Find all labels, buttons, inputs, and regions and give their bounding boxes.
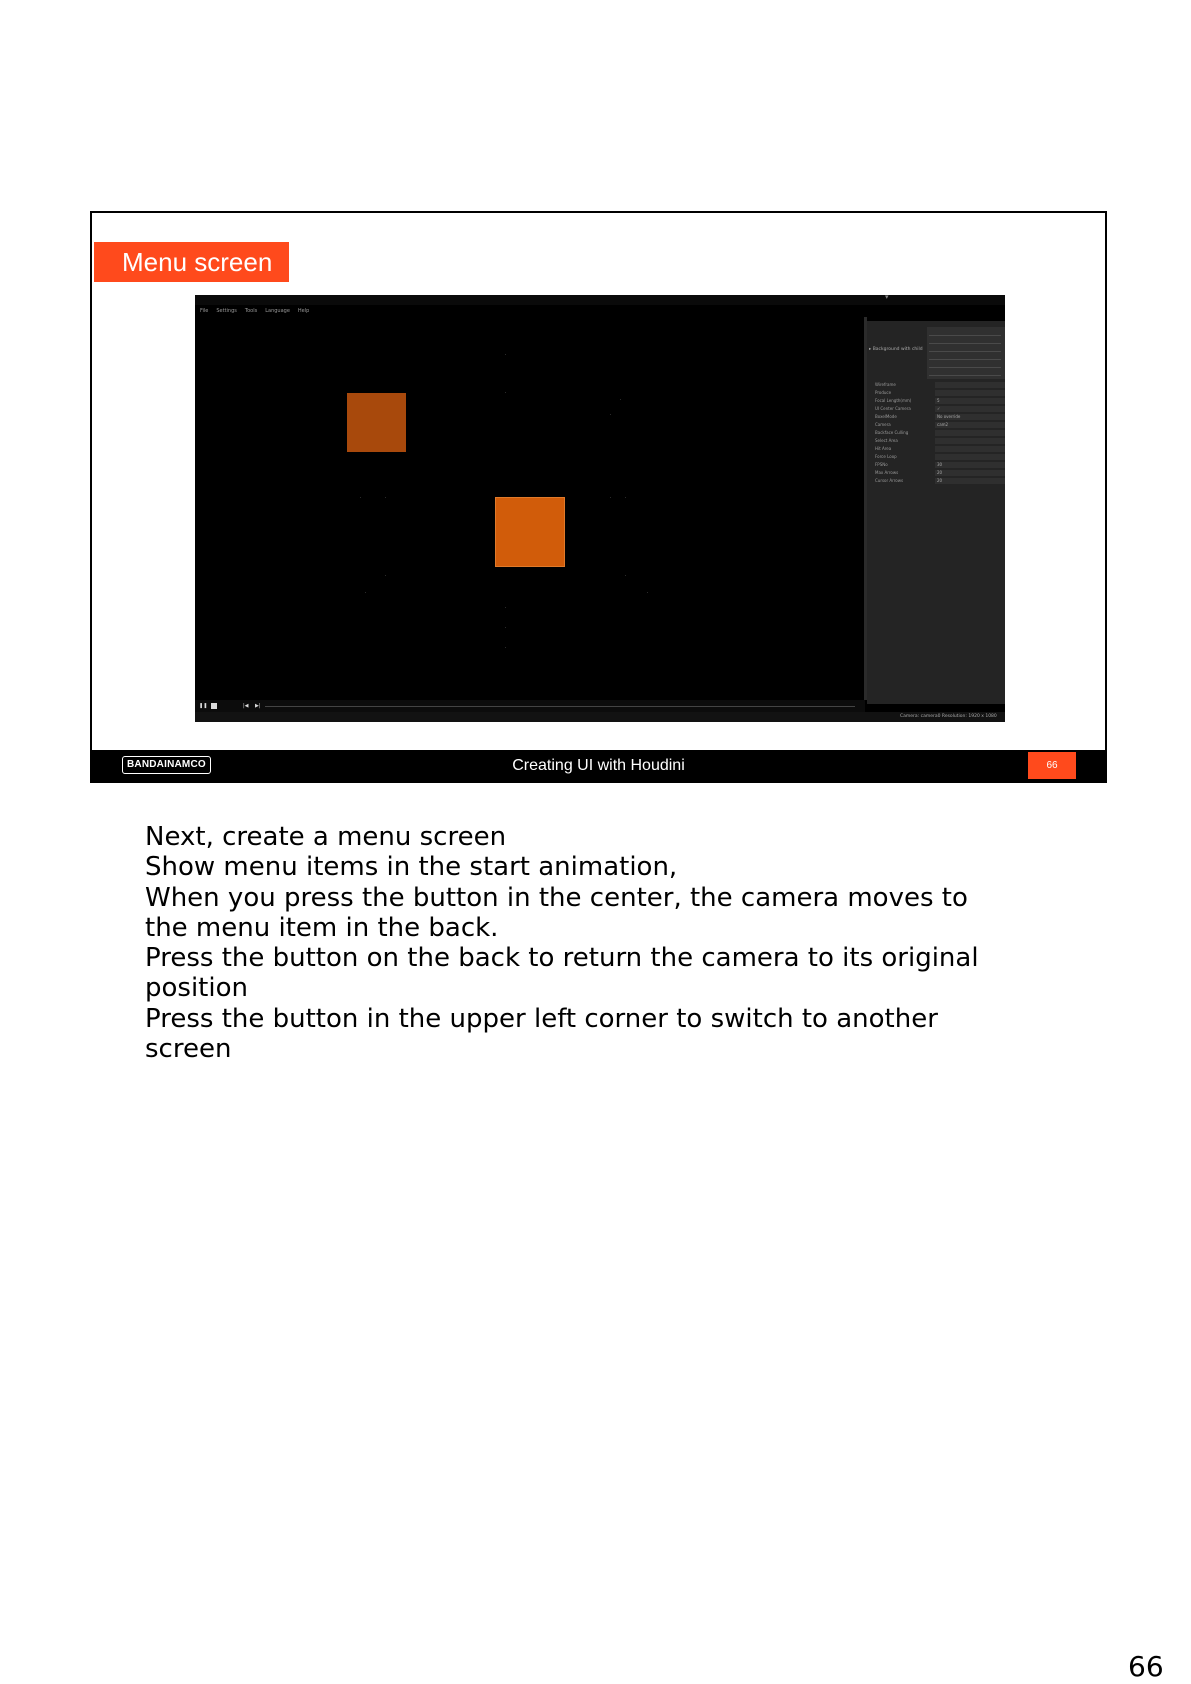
property-label: Max Arrows [875,470,899,475]
property-value[interactable]: cam2 [935,422,1005,428]
property-value[interactable] [935,454,1005,460]
menu-item-settings[interactable]: Settings [216,308,237,314]
transform-row[interactable] [929,375,1001,376]
property-row[interactable] [875,389,1005,397]
slide-title: Menu screen [94,242,289,282]
property-value[interactable] [935,382,1005,388]
transform-row[interactable] [929,351,1001,352]
notes-line: Press the button on the back to return the camera to its original [145,943,979,974]
skip-back-icon[interactable]: |◀ [243,703,249,709]
property-value[interactable] [935,438,1005,444]
footer-page-badge: 66 [1028,752,1076,779]
grid-dot [625,575,626,576]
property-row[interactable] [875,381,1005,389]
page-number: 66 [1128,1650,1164,1683]
app-statusbar [195,712,1005,722]
slide-footer [92,750,1105,781]
notes-line: Next, create a menu screen [145,822,507,852]
property-value[interactable]: No override [935,414,1005,420]
speaker-notes [145,822,1095,1064]
property-row[interactable] [875,437,1005,445]
property-label: Focal Length(mm) [875,398,912,403]
grid-dot [647,592,648,593]
transform-fields[interactable] [927,327,1005,379]
property-value[interactable]: 5 [935,398,1005,404]
grid-dot [505,354,506,355]
grid-dot [505,607,506,608]
grid-dot [365,592,366,593]
property-value[interactable]: 20 [935,470,1005,476]
timeline-track[interactable] [265,706,855,707]
grid-dot [505,647,506,648]
property-row[interactable] [875,445,1005,453]
panel-node-title[interactable]: ▸ Background with child [869,347,923,352]
property-row[interactable] [875,469,1005,477]
app-menubar [195,305,309,317]
menu-item-help[interactable]: Help [297,308,310,314]
scene-viewport[interactable] [195,317,865,700]
notes-line: position [145,973,248,1004]
property-row[interactable] [875,477,1005,485]
grid-dot [385,575,386,576]
menu-item-center-button[interactable] [495,497,565,567]
bandainamco-logo: BANDAINAMCO [122,756,211,774]
skip-forward-icon[interactable]: ▶| [255,703,261,709]
property-row[interactable] [875,405,1005,413]
menu-item-tools[interactable]: Tools [244,308,258,314]
stop-icon[interactable] [211,703,217,709]
slide-frame [90,211,1107,783]
property-row[interactable] [875,429,1005,437]
property-row[interactable] [875,397,1005,405]
property-label: Wireframe [875,382,896,387]
property-value[interactable]: 20 [935,478,1005,484]
property-value[interactable] [935,430,1005,436]
timeline-bar [195,700,865,712]
transform-row[interactable] [929,367,1001,368]
property-value[interactable]: 30 [935,462,1005,468]
notes-line: Press the button in the upper left corner to switch to another [145,1003,938,1034]
property-value[interactable] [935,390,1005,396]
notes-line: When you press the button in the center, the camera moves to [145,882,968,913]
pause-icon[interactable]: ❚❚ [199,703,208,709]
menu-item-language[interactable]: Language [265,308,290,314]
property-label: Produce [875,390,892,395]
grid-dot [610,414,611,415]
property-value[interactable]: ✓ [935,406,1005,412]
property-value[interactable] [935,446,1005,452]
grid-dot [620,399,621,400]
dropdown-arrow-icon[interactable]: ▾ [885,295,889,301]
property-row[interactable] [875,413,1005,421]
properties-panel [867,321,1005,704]
app-screenshot [195,295,1005,722]
property-label: Hit Area [875,446,892,451]
grid-dot [505,627,506,628]
footer-title: Creating UI with Houdini [512,757,685,774]
grid-dot [360,497,361,498]
notes-line: the menu item in the back. [145,912,499,943]
property-label: Camera [875,422,891,427]
transform-row[interactable] [929,335,1001,336]
grid-dot [625,497,626,498]
property-label: UI Center Camera [875,406,911,411]
app-title-strip [195,295,1005,305]
grid-dot [610,497,611,498]
notes-line: Show menu items in the start animation, [145,852,678,883]
status-text: Camera: camera0 Resolution: 1920 x 1080 [900,714,997,719]
property-row[interactable] [875,453,1005,461]
transform-row[interactable] [929,359,1001,360]
property-label: Force Loop [875,454,897,459]
notes-line: screen [145,1034,232,1065]
property-label: Select Area [875,438,898,443]
property-label: FPSNo [875,462,888,467]
grid-dot [505,392,506,393]
property-row[interactable] [875,421,1005,429]
property-label: Backface Culling [875,430,909,435]
grid-dot [385,497,386,498]
menu-item-back-box[interactable] [347,393,406,452]
property-row[interactable] [875,461,1005,469]
menu-item-file[interactable]: File [200,308,209,314]
property-label: BoxelMode [875,414,897,419]
transform-row[interactable] [929,343,1001,344]
property-label: Cursor Arrows [875,478,904,483]
